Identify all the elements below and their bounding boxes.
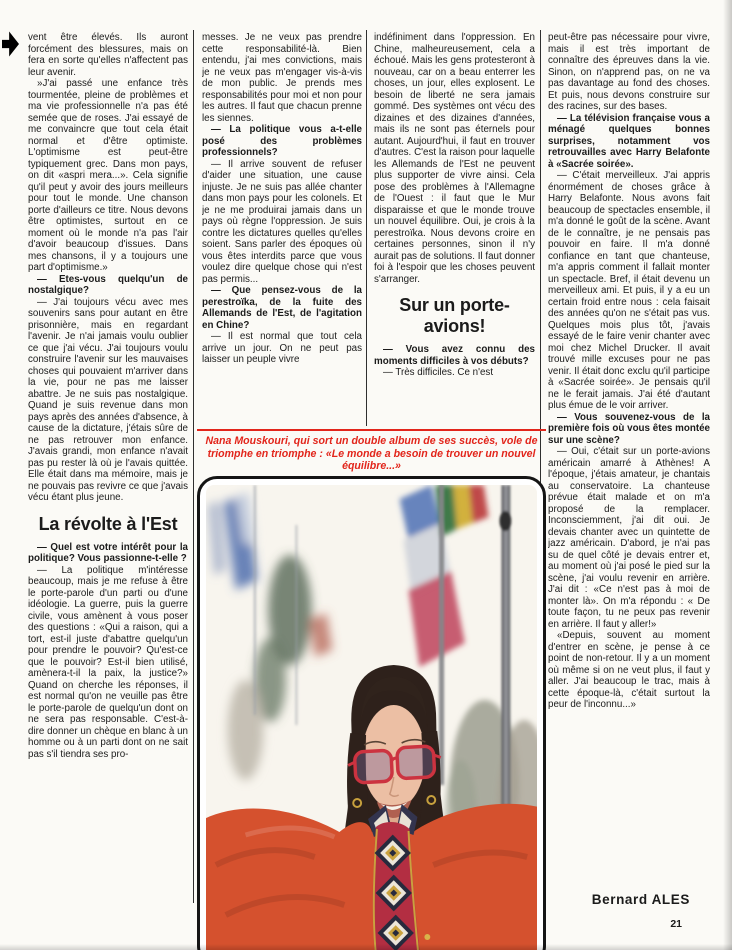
interview-question: — La politique vous a-t-elle posé des problèmes professionnels? (202, 124, 362, 158)
article-paragraph: messes. Je ne veux pas prendre cette responsabilité-là. Bien entendu, j'ai mes convictions, mais je ne veux pas m'engager vis-à-vis de mon public. Je prends mes responsabilités pour moi et non pour les autres. Il faut que chacun prenne les siennes. (202, 32, 362, 124)
article-paragraph: — La politique m'intéresse beaucoup, mais je me refuse à être le porte-parole d'un parti ou d'une idéologie. La guerre, puis la guerre civile, vous amènent à vous poser des questions : «Qui a raison, qui a tort, est-il juste d'abattre quelqu'un pour prendre le pouvoir? Qu'est-ce que le pouvoir? Est-il bien utilisé, amènera-t-il la paix, la justice?» Quand on cherche les réponses, il est normal qu'on ne veuille pas être le porte-parole de quelqu'un dont on ne sera pas responsable. C'est-à-dire donner un chèque en blanc à un homme ou à un parti dont on ne sait pas s'il tiendra ses pro- (28, 564, 188, 760)
interview-question: — Que pensez-vous de la perestroïka, de la fuite des Allemands de l'Est, de l'agitation en Chine? (202, 285, 362, 331)
margin-arrow-icon (2, 31, 19, 57)
article-paragraph: — Il est normal que tout cela arrive un jour. On ne peut pas laisser un peuple vivre (202, 331, 362, 365)
article-paragraph: peut-être pas nécessaire pour vivre, mais il est très important de connaître des épreuves dans la vie. Sinon, on n'apprend pas, on ne va pas davantage au fond des choses. Et puis, nous devons construire sur des racines, sur des bases. (548, 32, 710, 112)
article-paragraph: — Oui, c'était sur un porte-avions américain amarré à Athènes! A l'époque, j'étais amateur, je chantais au conservatoire. La chanteuse prévue était malade et on m'a proposé de la remplacer. Inconsciemment, j'ai dit oui. Je devais chanter avec un quintette de jazz américain. D'abord, je n'ai pas su de quel côté je devais entrer et, au moment où j'ai posé le pied sur la scène, j'ai voulu revenir en arrière. J'ai dit : «Ce n'est pas à moi de monter là». On m'a répondu : « De toute façon, tu ne peux pas revenir en arrière. Il faut y aller!» (548, 446, 710, 630)
column-divider (366, 30, 367, 426)
article-column-2 (202, 32, 362, 424)
page-edge-shading (0, 944, 732, 950)
article-paragraph: «Depuis, souvent au moment d'entrer en scène, je pense à ce point de non-retour. Il y a un moment où même si on ne veut plus, il faut y aller. J'ai beaucoup le trac, mais à cette époque-là, c'était surtout la peur de l'inconnu...» (548, 630, 710, 710)
article-paragraph: — J'ai toujours vécu avec mes souvenirs sans pour autant en être prisonnière, mais en regardant l'avenir. Je n'ai jamais voulu oublier ce que j'ai vécu. J'ai toujours voulu construire l'avenir sur les mauvaises choses qui pouvaient m'arriver dans la vie, pour ne pas me laisser abattre. Je ne suis pas nostalgique. Quand je suis revenue dans mon pays après des années d'absence, à cause de la dictature, j'étais sûre de ne pas retrouver mon enfance. J'avais grandi, mon enfance n'avait pas pu rester là où je l'avais quittée. Elle était dans ma mémoire, mais je ne pouvais pas revivre ce que j'avais vécu étant plus jeune. (28, 296, 188, 503)
article-column-1 (28, 32, 188, 872)
column-divider (193, 30, 194, 903)
article-paragraph: vent être élevés. Ils auront forcément des blessures, mais on fera en sorte qu'elles n'affectent pas leur avenir. (28, 32, 188, 78)
interview-question: — Etes-vous quelqu'un de nostalgique? (28, 273, 188, 296)
article-paragraph: — Très difficiles. Ce n'est (383, 367, 494, 378)
interview-question: — Vous avez connu des moments difficiles à vos débuts? (374, 344, 535, 367)
interview-question: — Vous souvenez-vous de la première fois où vous êtes montée sur une scène? (548, 411, 710, 446)
article-column-3 (374, 32, 535, 424)
page-edge-shading (723, 0, 732, 950)
article-paragraph: — Il arrive souvent de refuser d'aider une situation, une cause injuste. Je ne suis pas allée chanter dans mon pays pour les colonels. Et je ne me produirai jamais dans un pays où règne l'oppression. Je suis contre les dictatures quelles qu'elles soient. Sans parler des époques où vous êtes interdits parce que vous voulez dire quelque chose qui n'est pas permis... (202, 158, 362, 285)
button-glint (424, 934, 430, 940)
interview-question: — La télévision française vous a ménagé quelques bonnes surprises, notamment vos retrouvailles avec Harry Belafonte à «Sacrée soirée». (548, 112, 710, 170)
photo-illustration (206, 485, 537, 950)
article-paragraph: — C'était merveilleux. J'ai appris énormément de choses grâce à Harry Belafonte. Nous avons fait beaucoup de spectacles ensemble, il m'a donné le goût de la scène. Avant de le connaître, je ne pensais pas pouvoir en faire. Il m'a donné confiance en tant que chanteuse, m'a appris comment il fallait monter un spectacle. Bref, il était devenu un merveilleux ami. Et puis, il y a eu un certain froid entre nous : cela faisait des années qu'on ne s'était pas vus. Quelques mois plus tôt, j'avais essayé de le faire venir chanter avec moi chez Michel Drucker. Il avait trouvé mille excuses pour ne pas venir. Il était donc exclu qu'il participe à «Sacrée soirée». Je pensais qu'il ne le ferait jamais. J'ai été d'autant plus émue de le voir arriver. (548, 170, 710, 411)
photo-caption: Nana Mouskouri, qui sort un double album de ses succès, vole de triomphe en triomphe : «Le monde a besoin de trouver un nouvel équilibre...» (197, 429, 546, 473)
section-heading: Sur un porte-avions! (399, 295, 510, 336)
article-paragraph: »J'ai passé une enfance très tourmentée, pleine de problèmes et ma vie professionnelle n'a pas été semée que de roses. J'ai essayé de me convaincre que tout cela était normal et d'être optimiste. L'optimisme est peut-être typiquement grec. Dans mon pays, on dit «aspri mera...». Cela signifie qu'il peut y avoir des jours meilleurs pour tout le monde. Une chanson porte d'ailleurs ce titre. Nous devons être optimistes, surtout en ce moment où le monde n'a pas l'air d'avoir beaucoup d'issues. Dans mes chansons, il y a toujours une part d'optimisme.» (28, 78, 188, 273)
photo (197, 476, 546, 950)
author-byline: Bernard ALES (591, 892, 690, 907)
interview-question: — Quel est votre intérêt pour la politique? Vous passionne-t-elle ? (28, 541, 188, 564)
article-column-4 (548, 32, 710, 888)
section-heading: La révolte à l'Est (38, 513, 178, 534)
page-number: 21 (670, 918, 682, 930)
article-paragraph: indéfiniment dans l'oppression. En Chine, malheureusement, cela a échoué. Mais les gens protesteront à nouveau, car on a beau enterrer les choses, un jour, elles explosent. Le besoin de liberté ne sera jamais gommé. Des systèmes ont vécu des dizaines et des dizaines d'années, mais ils ne sont pas éternels pour autant. Aujourd'hui, il faut en trouver d'autres. C'est la raison pour laquelle les Allemands de l'Est ne peuvent plus supporter de vivre ainsi. Cela pose des problèmes à l'Allemagne de l'Ouest : il faut que le Mur disparaisse et que le monde trouve un nouvel équilibre. Oui, je crois à la perestroïka. Nous devons croire en certaines personnes, sinon il n'y aurait pas de solutions. Il faut donner foi à l'espoir que les choses peuvent s'arranger. (374, 32, 535, 285)
